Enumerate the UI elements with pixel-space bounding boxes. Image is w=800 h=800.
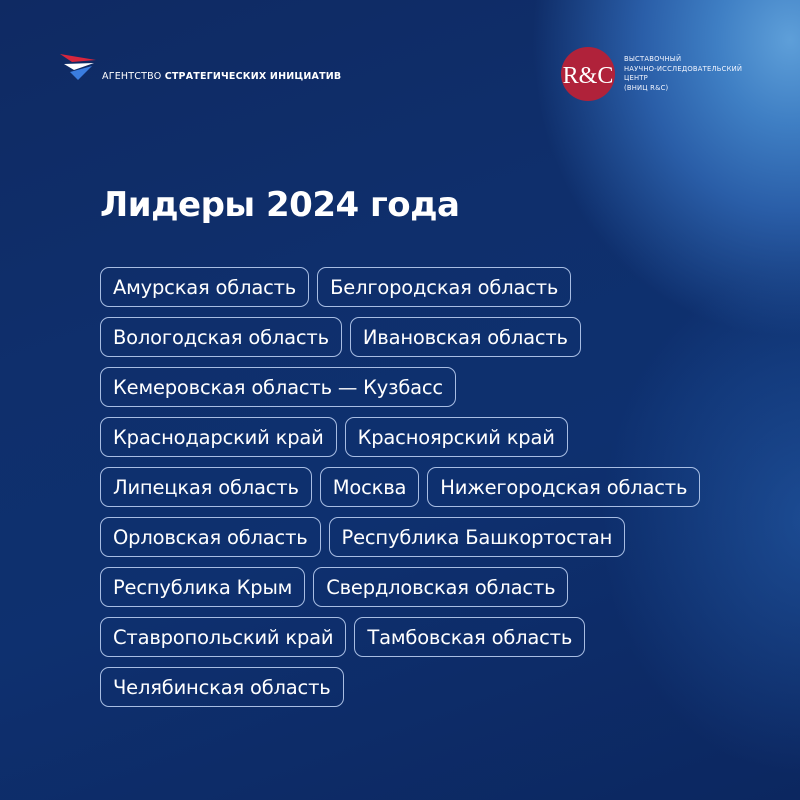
region-tag: Красноярский край [345, 417, 568, 457]
page-title: Лидеры 2024 года [100, 185, 460, 225]
asi-logo-text-plain: АГЕНТСТВО [102, 71, 165, 82]
rc-logo-text [624, 55, 742, 93]
rc-logo-line: НАУЧНО-ИССЛЕДОВАТЕЛЬСКИЙ [624, 64, 743, 73]
region-tag: Республика Башкортостан [329, 517, 626, 557]
region-tag: Амурская область [100, 267, 309, 307]
region-tag: Москва [320, 467, 420, 507]
asi-logo [58, 50, 348, 90]
region-row [100, 417, 740, 457]
region-tag: Свердловская область [313, 567, 568, 607]
rc-logo [560, 46, 760, 106]
rc-logo-line: ЦЕНТР [624, 74, 648, 83]
regions-list [100, 267, 740, 717]
region-row [100, 467, 740, 507]
region-row [100, 517, 740, 557]
rc-logo-line: (ВНИЦ R&C) [624, 83, 669, 92]
asi-logo-text-bold: СТРАТЕГИЧЕСКИХ ИНИЦИАТИВ [164, 71, 342, 82]
region-row [100, 617, 740, 657]
rc-logo-badge [560, 46, 616, 102]
region-tag: Кемеровская область — Кузбасс [100, 367, 456, 407]
region-tag: Челябинская область [100, 667, 344, 707]
region-tag: Нижегородская область [427, 467, 700, 507]
region-row [100, 567, 740, 607]
region-row [100, 367, 740, 407]
svg-text:R&C: R&C [562, 63, 614, 89]
region-tag: Ивановская область [350, 317, 581, 357]
region-row [100, 667, 740, 707]
rc-logo-line: ВЫСТАВОЧНЫЙ [624, 55, 682, 63]
region-tag: Белгородская область [317, 267, 571, 307]
region-row [100, 267, 740, 307]
region-tag: Вологодская область [100, 317, 342, 357]
region-row [100, 317, 740, 357]
region-tag: Республика Крым [100, 567, 305, 607]
region-tag: Краснодарский край [100, 417, 337, 457]
region-tag: Тамбовская область [354, 617, 585, 657]
region-tag: Липецкая область [100, 467, 312, 507]
asi-arrow-logo-icon [58, 50, 98, 82]
region-tag: Орловская область [100, 517, 321, 557]
region-tag: Ставропольский край [100, 617, 346, 657]
